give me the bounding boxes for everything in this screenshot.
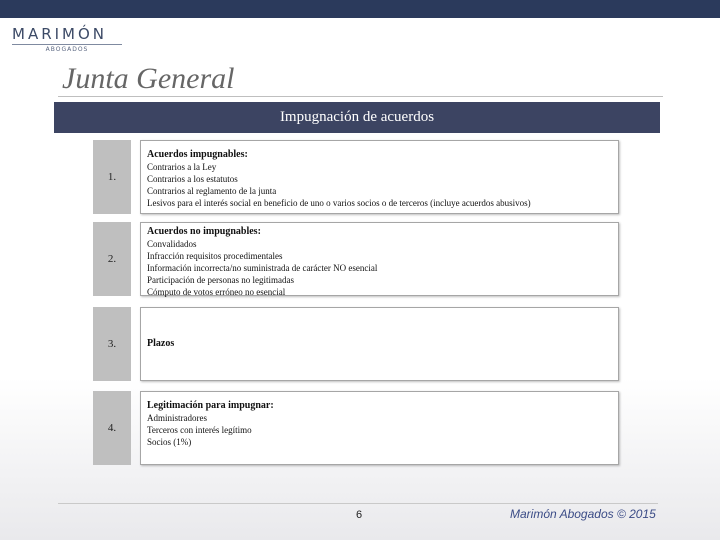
section-number-1: 1. [93, 140, 131, 214]
section-content-4 [140, 391, 619, 465]
section-number-4: 4. [93, 391, 131, 465]
footer-divider [58, 503, 658, 504]
section-content-1 [140, 140, 619, 214]
logo-sub-text: ABOGADOS [45, 46, 89, 53]
section-2-line-1: Convalidados [147, 239, 197, 249]
page-title: Junta General [62, 62, 235, 95]
section-1-line-1: Contrarios a la Ley [147, 162, 217, 172]
section-content-3 [140, 307, 619, 381]
section-header: Impugnación de acuerdos [54, 102, 660, 133]
top-bar [0, 0, 720, 18]
footer-credit: Marimón Abogados © 2015 [510, 507, 656, 521]
section-1-line-2: Contrarios a los estatutos [147, 174, 238, 184]
company-logo [12, 26, 124, 53]
section-1-line-3: Contrarios al reglamento de la junta [147, 186, 277, 196]
logo-main-text: MARIMÓN [12, 25, 108, 43]
section-number-2: 2. [93, 222, 131, 296]
section-content-2 [140, 222, 619, 296]
section-heading-1: Acuerdos impugnables: [147, 149, 248, 160]
page-number: 6 [356, 509, 363, 521]
section-1-line-4: Lesivos para el interés social en beneficio de uno o varios socios o de terceros (incluye acuerdos abusivos) [147, 198, 531, 208]
section-number-3: 3. [93, 307, 131, 381]
title-divider [58, 96, 663, 97]
section-heading-4: Legitimación para impugnar: [147, 400, 274, 411]
section-heading-2: Acuerdos no impugnables: [147, 226, 261, 237]
section-4-line-1: Administradores [147, 413, 207, 423]
section-2-line-5: Cómputo de votos erróneo no esencial [147, 287, 286, 297]
section-2-line-3: Información incorrecta/no suministrada de carácter NO esencial [147, 263, 378, 273]
logo-divider [12, 44, 122, 45]
section-4-line-3: Socios (1%) [147, 437, 192, 447]
section-2-line-4: Participación de personas no legitimadas [147, 275, 294, 285]
section-2-line-2: Infracción requisitos procedimentales [147, 251, 283, 261]
section-4-line-2: Terceros con interés legítimo [147, 425, 252, 435]
section-heading-3: Plazos [147, 338, 175, 349]
